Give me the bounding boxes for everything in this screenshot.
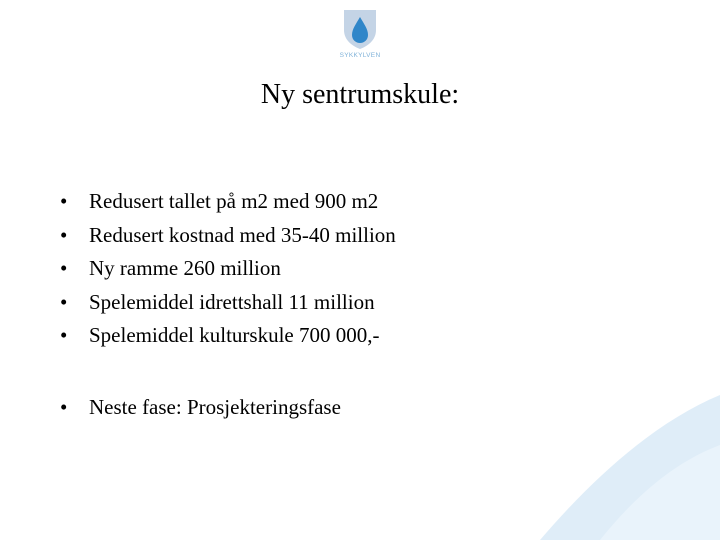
bullet-icon: • bbox=[60, 256, 68, 280]
list-item-text: Neste fase: Prosjekteringsfase bbox=[89, 395, 341, 419]
shield-water-drop-logo-icon bbox=[342, 8, 378, 50]
bullet-list-next-phase bbox=[60, 391, 341, 425]
slide-title-text: Ny sentrumskule: bbox=[260, 79, 460, 110]
bullet-icon: • bbox=[60, 395, 68, 419]
list-item-text: Ny ramme 260 million bbox=[89, 256, 281, 280]
slide-title bbox=[0, 78, 720, 112]
list-item bbox=[60, 185, 396, 219]
list-item-text: Redusert tallet på m2 med 900 m2 bbox=[89, 189, 379, 213]
list-item bbox=[60, 319, 396, 353]
list-item bbox=[60, 252, 396, 286]
list-item-text: Spelemiddel kulturskule 700 000,- bbox=[89, 323, 380, 347]
list-item bbox=[60, 286, 396, 320]
bullet-icon: • bbox=[60, 189, 68, 213]
list-item-text: Redusert kostnad med 35-40 million bbox=[89, 222, 396, 247]
bullet-icon: • bbox=[60, 222, 68, 247]
list-item bbox=[60, 391, 341, 425]
logo bbox=[330, 8, 390, 64]
list-item bbox=[60, 219, 396, 253]
bullet-icon: • bbox=[60, 289, 68, 314]
logo-text: SYKKYLVEN bbox=[339, 52, 381, 59]
bullet-list bbox=[60, 185, 396, 353]
bullet-icon: • bbox=[60, 323, 68, 347]
list-item-text: Spelemiddel idrettshall 11 million bbox=[89, 289, 375, 314]
